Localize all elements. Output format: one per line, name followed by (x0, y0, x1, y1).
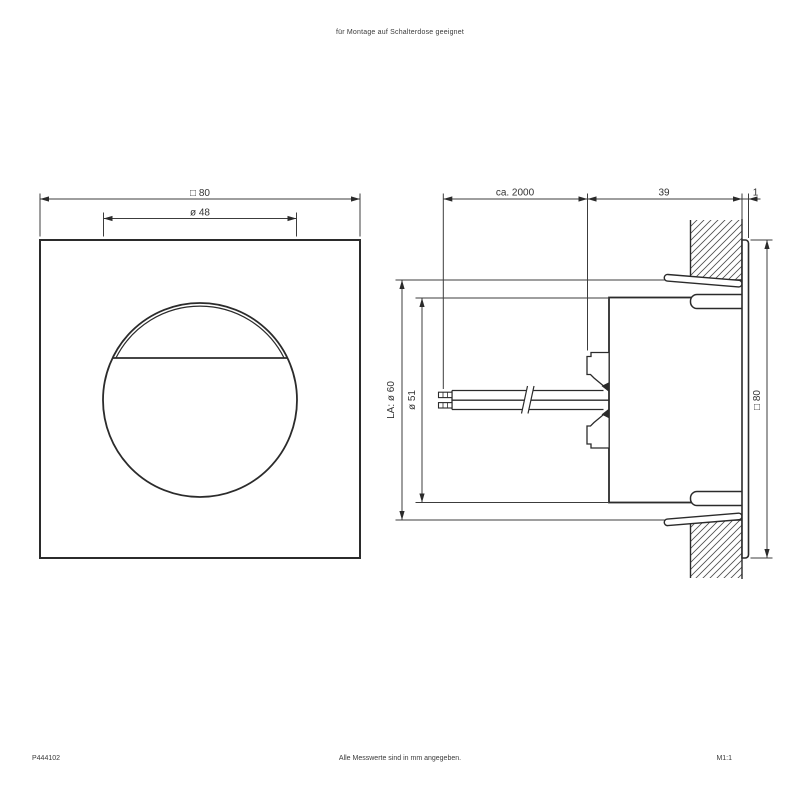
wall-section-top (691, 219, 743, 280)
terminal-block-bottom (587, 413, 609, 449)
arrowhead (351, 196, 360, 201)
dim-housing-diameter-label: ø 51 (407, 389, 418, 411)
arrowhead (399, 511, 404, 520)
part-number: P444102 (32, 755, 61, 762)
arrowhead (40, 196, 49, 201)
arrowhead (764, 549, 769, 558)
arrowhead (419, 494, 424, 503)
dim-cutout-diameter-label: LA: ø 60 (386, 381, 397, 419)
arrowhead (399, 280, 404, 289)
units-note: Alle Messwerte sind in mm angegeben. (338, 755, 462, 762)
dim-plate-square-label: □ 80 (752, 390, 763, 410)
side-view-drawing (396, 194, 773, 580)
clip-mount-bottom (691, 492, 743, 506)
arrowhead (288, 216, 297, 221)
dim-recess-depth-label: 39 (658, 187, 670, 199)
faceplate-square (40, 240, 360, 558)
dim-lens-diameter-label: ø 48 (189, 207, 211, 219)
arrowhead (579, 196, 588, 201)
wire-end-bottom (439, 403, 453, 408)
dim-bezel-thickness-label: 1 (752, 187, 759, 199)
arrowhead (104, 216, 113, 221)
mounting-box-housing (609, 298, 743, 503)
terminal-block-top (587, 353, 609, 389)
clip-mount-top (691, 295, 743, 309)
wall-section-bottom (691, 520, 743, 579)
dim-cable-length-label: ca. 2000 (495, 187, 535, 199)
front-view-drawing (40, 194, 360, 559)
arrowhead (733, 196, 742, 201)
arrowhead (443, 196, 452, 201)
arrowhead (764, 240, 769, 249)
dim-outer-square-label: □ 80 (190, 188, 210, 199)
mounting-note: für Montage auf Schalterdose geeignet (335, 29, 465, 36)
arrowhead (419, 298, 424, 307)
scale-label: M1:1 (716, 755, 732, 762)
faceplate-side-profile (742, 240, 749, 558)
arrowhead (588, 196, 597, 201)
wire-end-top (439, 392, 453, 397)
